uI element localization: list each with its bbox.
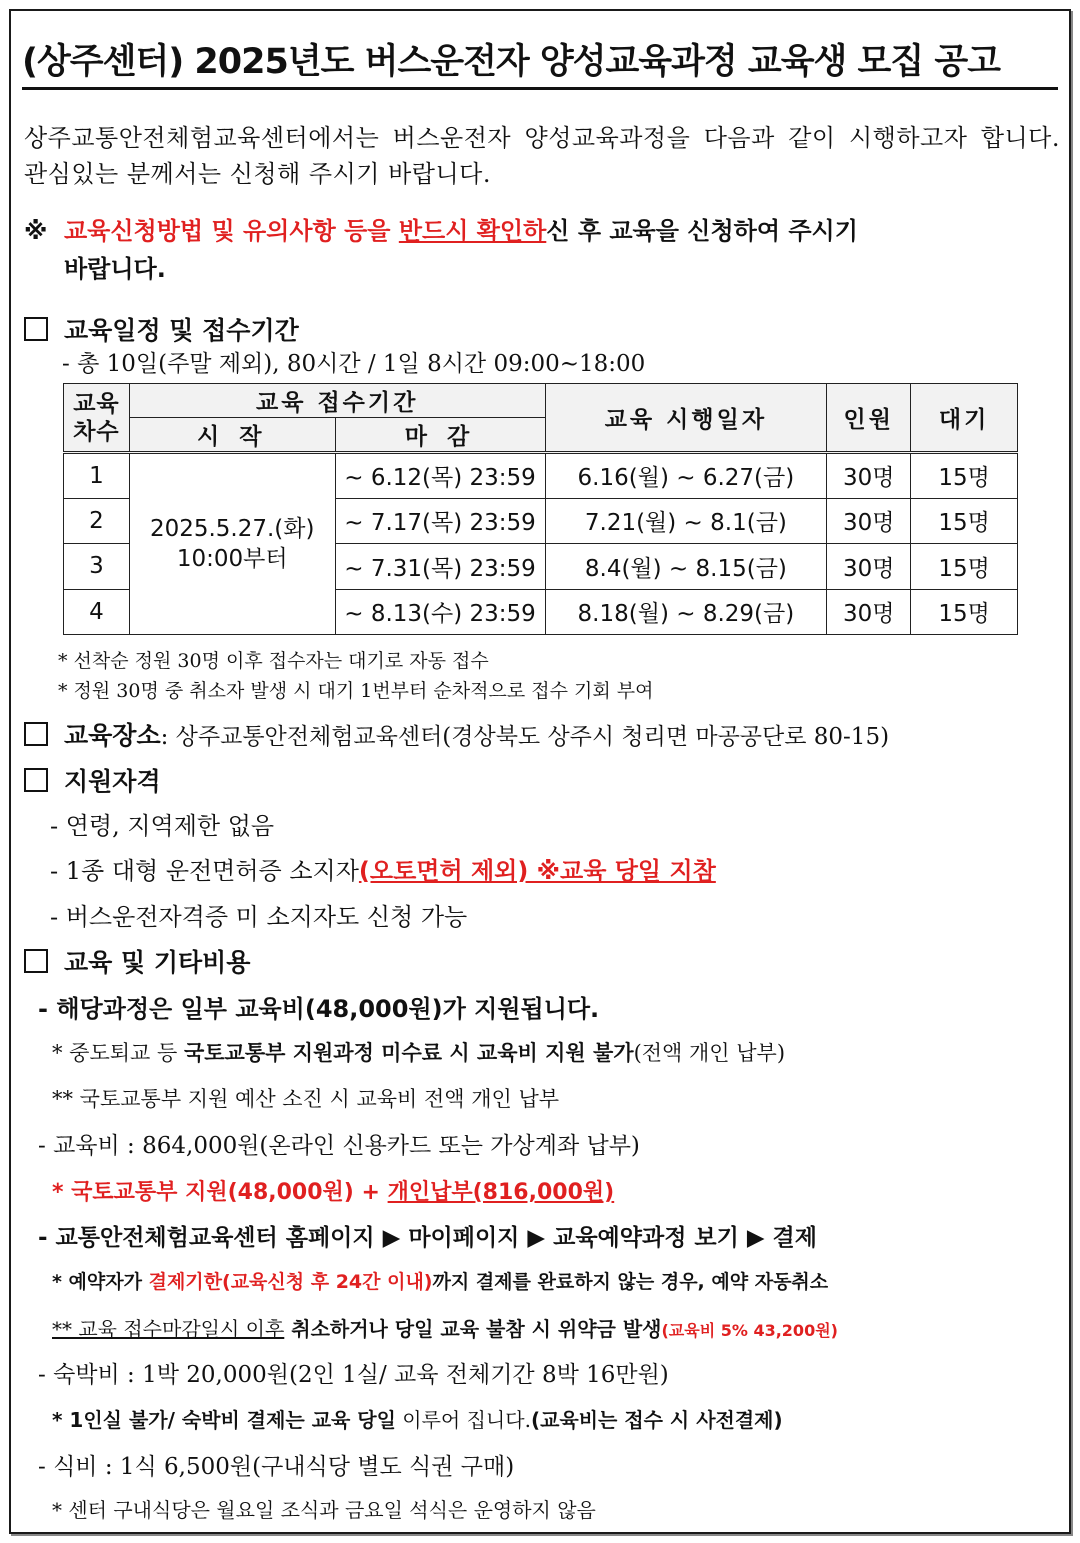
checkbox-square-icon xyxy=(24,768,48,792)
eligibility-item-2: - 1종 대형 운전면허증 소지자(오토면허 제외) ※교육 당일 지참 xyxy=(50,857,716,885)
costs-lodging: - 숙박비 : 1박 20,000원(2인 1실/ 교육 전체기간 8박 16만원) xyxy=(38,1362,669,1388)
cell-waitlist: 15명 xyxy=(911,589,1018,635)
cell-end: ∼ 6.12(목) 23:59 xyxy=(335,453,545,499)
schedule-note-1: * 선착순 정원 30명 이후 접수자는 대기로 자동 접수 xyxy=(58,650,489,672)
costs-note-4: ** 교육 접수마감일시 이후 취소하거나 당일 교육 불참 시 위약금 발생(교육비 5% 43,200원) xyxy=(52,1317,838,1341)
cell-dates: 7.21(월) ∼ 8.1(금) xyxy=(545,498,827,544)
cell-round: 2 xyxy=(64,498,130,544)
table-row xyxy=(64,453,1018,499)
costs-note-5: * 1인실 불가/ 숙박비 결제는 교육 당일 이루어 집니다.(교육비는 접수 시 사전결제) xyxy=(52,1408,783,1432)
section-eligibility xyxy=(24,762,161,798)
costs-note-2: ** 국토교통부 지원 예산 소진 시 교육비 전액 개인 납부 xyxy=(52,1087,560,1111)
schedule-table xyxy=(63,383,1018,635)
costs-fee-split: * 국토교통부 지원(48,000원) + 개인납부(816,000원) xyxy=(52,1180,615,1205)
header-dates: 교육 시행일자 xyxy=(545,384,827,453)
header-waitlist: 대기 xyxy=(911,384,1018,453)
cell-waitlist: 15명 xyxy=(911,498,1018,544)
cell-start: 2025.5.27.(화) 10:00부터 xyxy=(129,453,335,635)
costs-note-1: * 중도퇴교 등 국토교통부 지원과정 미수료 시 교육비 지원 불가(전액 개인 납부) xyxy=(52,1041,786,1065)
cell-waitlist: 15명 xyxy=(911,544,1018,590)
costs-meal: - 식비 : 1식 6,500원(구내식당 별도 식권 구매) xyxy=(38,1454,515,1480)
section-location xyxy=(24,716,889,752)
cell-end: ∼ 7.31(목) 23:59 xyxy=(335,544,545,590)
costs-note-3: * 예약자가 결제기한(교육신청 후 24간 이내)까지 결제를 완료하지 않는 경우, 예약 자동취소 xyxy=(52,1271,829,1293)
cell-end: ∼ 7.17(목) 23:59 xyxy=(335,498,545,544)
costs-heading: 교육 및 기타비용 xyxy=(64,948,251,977)
cell-capacity: 30명 xyxy=(827,589,911,635)
checkbox-square-icon xyxy=(24,949,48,973)
section-costs xyxy=(24,943,250,979)
eligibility-item-2-emphasis: (오토면허 제외) ※교육 당일 지참 xyxy=(358,857,716,885)
cell-capacity: 30명 xyxy=(827,544,911,590)
costs-support: - 해당과정은 일부 교육비(48,000원)가 지원됩니다. xyxy=(38,995,600,1023)
cell-dates: 8.4(월) ∼ 8.15(금) xyxy=(545,544,827,590)
notice-red-text: 교육신청방법 및 유의사항 등을 xyxy=(64,217,399,245)
eligibility-heading: 지원자격 xyxy=(64,767,161,796)
cell-round: 3 xyxy=(64,544,130,590)
notice-continuation: 바랍니다. xyxy=(64,255,166,283)
location-value: : 상주교통안전체험교육센터(경상북도 상주시 청리면 마공공단로 80-15) xyxy=(160,723,890,750)
notice-rest: 신 후 교육을 신청하여 주시기 xyxy=(546,217,858,245)
eligibility-item-1: - 연령, 지역제한 없음 xyxy=(50,812,275,840)
notice-red-underlined: 반드시 확인하 xyxy=(398,217,547,245)
section-schedule xyxy=(24,311,299,347)
checkbox-square-icon xyxy=(24,317,48,341)
cell-capacity: 30명 xyxy=(827,498,911,544)
title-divider xyxy=(22,87,1058,90)
costs-payment-path: - 교통안전체험교육센터 홈페이지 ▶ 마이페이지 ▶ 교육예약과정 보기 ▶ 결제 xyxy=(38,1225,817,1251)
cell-end: ∼ 8.13(수) 23:59 xyxy=(335,589,545,635)
intro-paragraph: 상주교통안전체험교육센터에서는 버스운전자 양성교육과정을 다음과 같이 시행하고자 합니다. 관심있는 분께서는 신청해 주시기 바랍니다. xyxy=(24,124,1060,188)
eligibility-item-3: - 버스운전자격증 미 소지자도 신청 가능 xyxy=(50,903,468,931)
cell-waitlist: 15명 xyxy=(911,453,1018,499)
header-end: 마 감 xyxy=(335,418,545,453)
cell-round: 1 xyxy=(64,453,130,499)
checkbox-square-icon xyxy=(24,722,48,746)
section-schedule-heading: 교육일정 및 접수기간 xyxy=(64,316,299,345)
schedule-summary: - 총 10일(주말 제외), 80시간 / 1일 8시간 09:00∼18:00 xyxy=(62,351,646,377)
header-round: 교육차수 xyxy=(64,384,130,453)
costs-note-6: * 센터 구내식당은 월요일 조식과 금요일 석식은 운영하지 않음 xyxy=(52,1498,596,1522)
page-title: (상주센터) 2025년도 버스운전자 양성교육과정 교육생 모집 공고 xyxy=(22,42,1000,82)
header-start: 시 작 xyxy=(129,418,335,453)
costs-fee: - 교육비 : 864,000원(온라인 신용카드 또는 가상계좌 납부) xyxy=(38,1133,640,1159)
reference-mark-icon: ※ xyxy=(24,217,48,245)
cell-capacity: 30명 xyxy=(827,453,911,499)
header-capacity: 인원 xyxy=(827,384,911,453)
notice-banner xyxy=(24,212,1060,288)
header-period: 교육 접수기간 xyxy=(129,384,545,418)
cell-dates: 6.16(월) ∼ 6.27(금) xyxy=(545,453,827,499)
cell-dates: 8.18(월) ∼ 8.29(금) xyxy=(545,589,827,635)
cell-round: 4 xyxy=(64,589,130,635)
schedule-note-2: * 정원 30명 중 취소자 발생 시 대기 1번부터 순차적으로 접수 기회 부여 xyxy=(58,680,654,702)
location-label: 교육장소 xyxy=(64,721,161,750)
